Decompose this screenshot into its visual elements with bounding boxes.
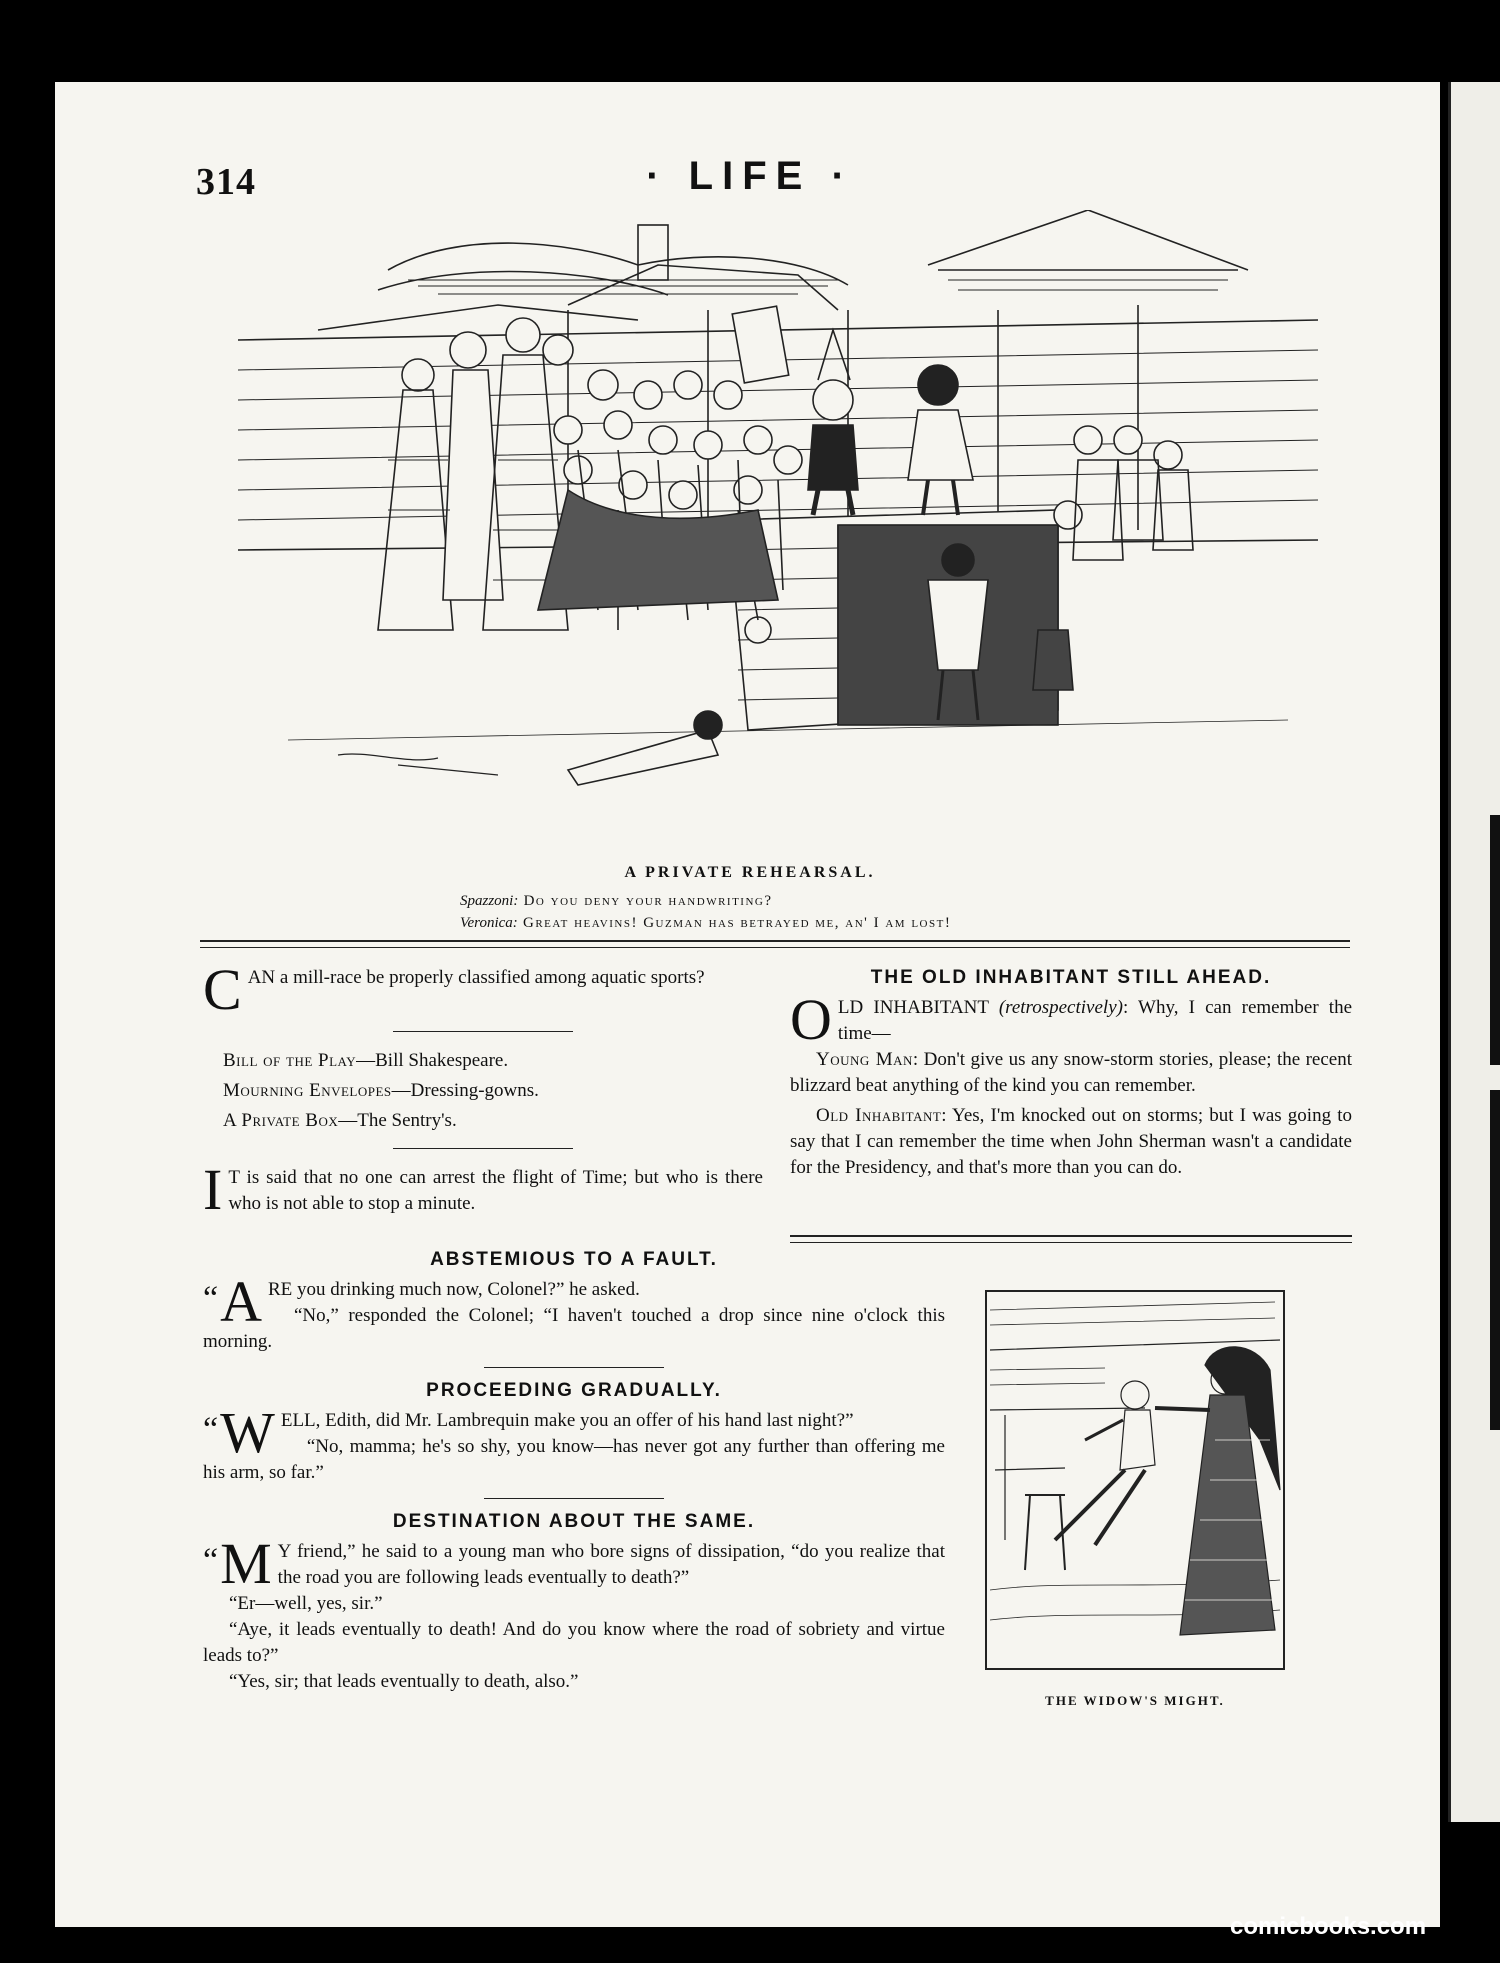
paragraph-text: ELL, Edith, did Mr. Lambrequin make you an offer of his hand last night?” (280, 1410, 854, 1431)
joke-item (223, 1048, 763, 1074)
short-divider (393, 1148, 573, 1149)
joke-def: —The Sentry's. (338, 1110, 457, 1131)
paragraph (790, 987, 1353, 1052)
opening-quote: “ (203, 1411, 219, 1448)
speaker-name: Veronica: (460, 915, 518, 931)
drop-cap: M (220, 1531, 272, 1596)
page-number: 314 (196, 161, 256, 203)
paragraph (203, 957, 763, 1022)
section-divider (200, 940, 1350, 948)
paragraph (203, 1531, 945, 1596)
left-column (203, 957, 763, 1222)
drop-cap: O (790, 987, 832, 1052)
paragraph (203, 1157, 763, 1222)
joke-term: Bill of the Play (223, 1050, 357, 1071)
dialogue-text: Great heavins! Guzman has betrayed me, an' I am lost! (523, 915, 952, 931)
paragraph-text: Y friend,” he said to a young man who bore signs of dissipation, “do you realize that the road you are following leads eventually to death?” (277, 1541, 945, 1588)
illustration-caption: THE WIDOW'S MIGHT. (1045, 1693, 1225, 1708)
source-watermark: comicbooks.com (1230, 1913, 1427, 1940)
opening-quote: “ (203, 1542, 219, 1579)
section-divider (790, 1235, 1352, 1243)
joke-def: —Bill Shakespeare. (356, 1050, 509, 1071)
cartoon-dialogue-line (460, 915, 951, 932)
drop-cap: I (203, 1157, 223, 1222)
short-divider (484, 1367, 664, 1368)
paragraph-text: : Yes, I'm knocked out on storms; but I was going to say that I can remember the time when John Sherman wasn't a candidate for the Presidency, and that's more than you can do. (790, 1105, 1352, 1178)
paragraph: “Aye, it leads eventually to death! And do you know where the road of sobriety and virtue leads to?” (203, 1619, 945, 1666)
paragraph: “Er—well, yes, sir.” (229, 1593, 383, 1614)
joke-term: Mourning Envelopes (223, 1080, 392, 1101)
joke-def: —Dressing-gowns. (391, 1080, 539, 1101)
article-heading: PROCEEDING GRADUALLY. (426, 1380, 722, 1401)
paragraph-text: T is said that no one can arrest the flight of Time; but who is there who is not able to stop a minute. (228, 1167, 763, 1214)
stage-direction: (retrospectively) (998, 997, 1123, 1018)
joke-item (223, 1108, 763, 1134)
drop-cap: C (203, 957, 242, 1022)
private-rehearsal-illustration (238, 210, 1318, 840)
edge-mark (1490, 815, 1500, 1065)
cartoon-title: A PRIVATE REHEARSAL. (624, 864, 876, 881)
paragraph-text: RE you drinking much now, Colonel?” he asked. (267, 1279, 640, 1300)
drop-cap: A (220, 1269, 262, 1334)
speaker-name: Young Man (816, 1049, 913, 1070)
paragraph-text: : Don't give us any snow-storm stories, please; the recent blizzard beat anything of the kind you can remember. (790, 1049, 1353, 1096)
paragraph: “Yes, sir; that leads eventually to death, also.” (229, 1671, 579, 1692)
article-heading: THE OLD INHABITANT STILL AHEAD. (870, 967, 1272, 988)
joke-item (223, 1078, 763, 1104)
dialogue-text: Do you deny your handwriting? (523, 893, 773, 909)
paragraph: “No, mamma; he's so shy, you know—has never got any further than offering me his arm, so far.” (203, 1436, 945, 1483)
right-column (790, 965, 1352, 1181)
opening-quote: “ (203, 1280, 219, 1317)
article-heading: DESTINATION ABOUT THE SAME. (392, 1511, 756, 1532)
edge-mark (1490, 1090, 1500, 1430)
paragraph-text: AN a mill-race be properly classified among aquatic sports? (247, 967, 705, 988)
paragraph (790, 1103, 1352, 1181)
speaker-name: Spazzoni: (460, 893, 519, 909)
paragraph (790, 1047, 1352, 1099)
short-divider (393, 1031, 573, 1032)
short-divider (484, 1498, 664, 1499)
paragraph-text: : Why, I can remember the time— (837, 997, 1353, 1044)
cartoon-dialogue-line (460, 893, 773, 910)
speaker-name: Old Inhabitant (816, 1105, 942, 1126)
paragraph: “No,” responded the Colonel; “I haven't touched a drop since nine o'clock this morning. (203, 1305, 945, 1352)
widows-might-illustration (985, 1290, 1285, 1670)
article-heading: ABSTEMIOUS TO A FAULT. (430, 1249, 718, 1270)
joke-term: A Private Box (223, 1110, 339, 1131)
drop-cap: W (220, 1400, 275, 1465)
masthead-title: · LIFE · (646, 154, 854, 198)
speaker-name: LD INHABITANT (837, 997, 989, 1018)
lower-column (203, 1247, 945, 1695)
